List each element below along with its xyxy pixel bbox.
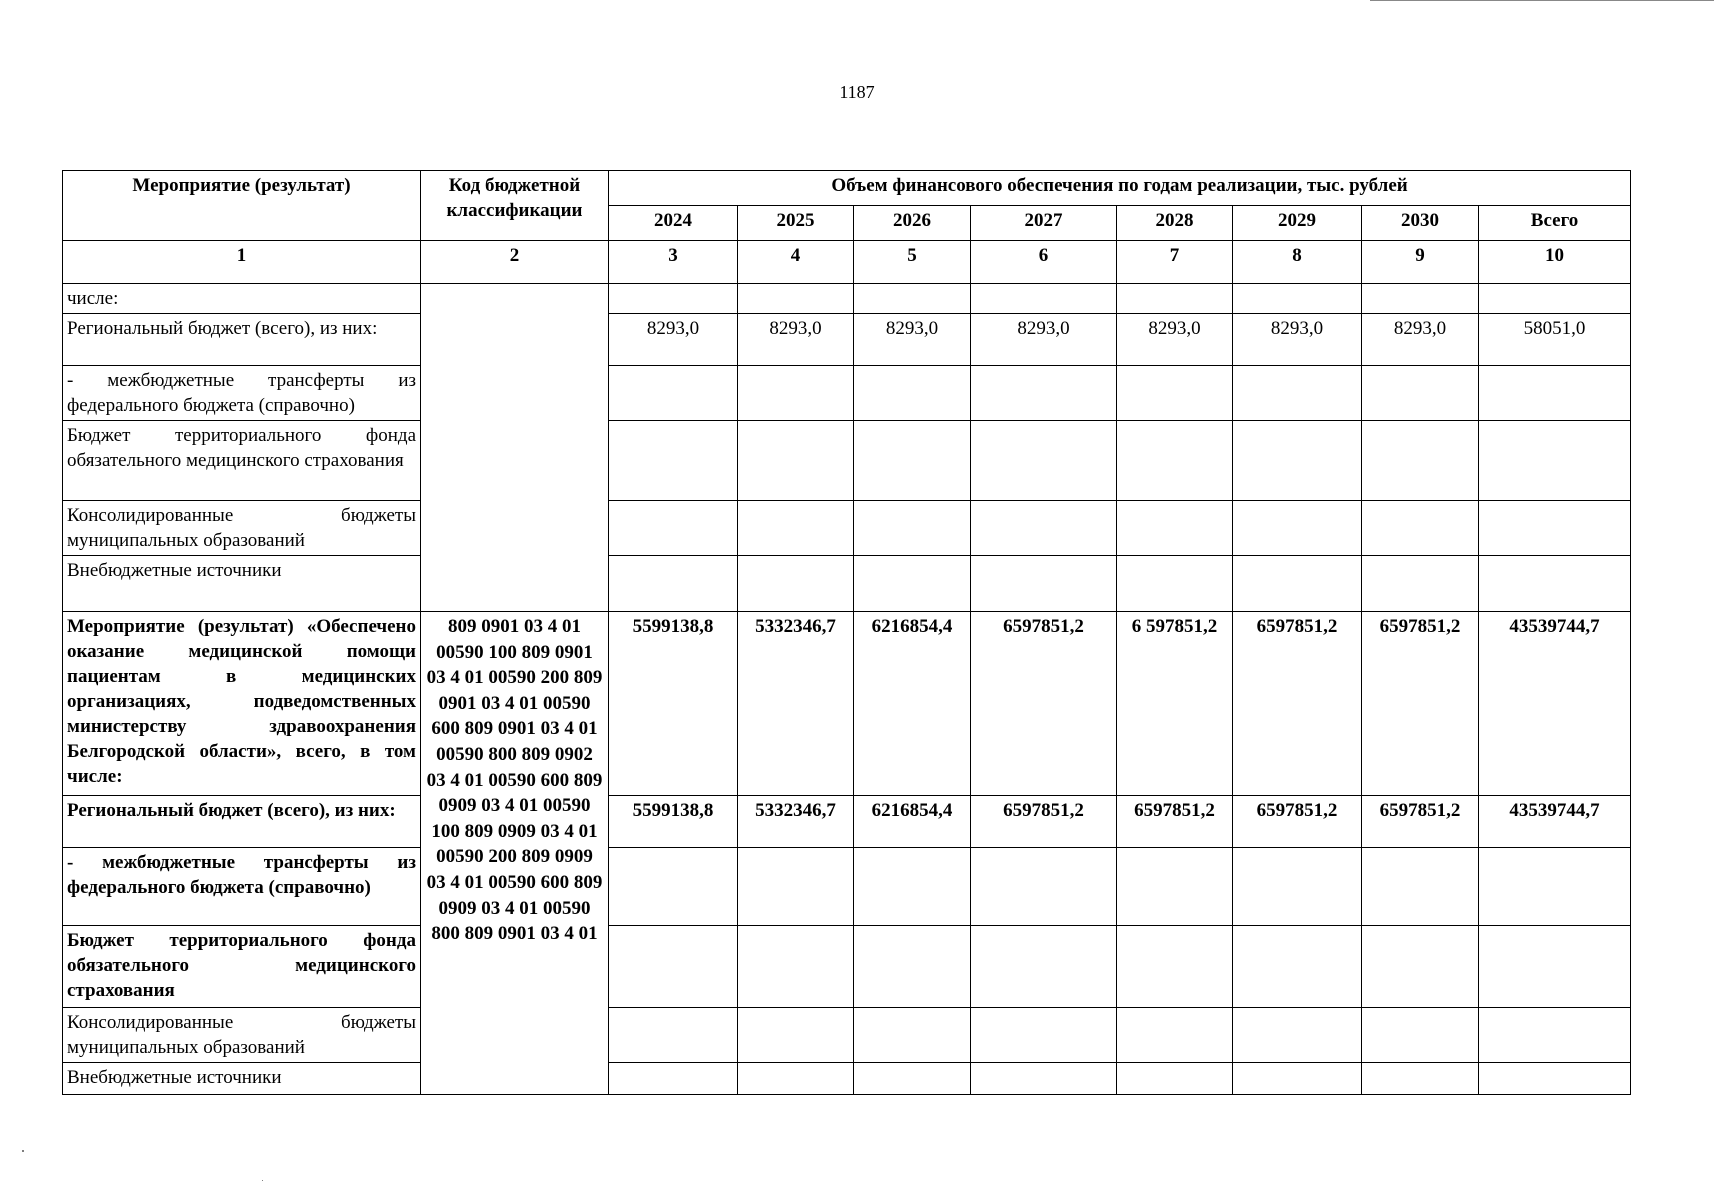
table-row	[63, 366, 1631, 421]
value-cell: 6216854,4	[854, 796, 971, 848]
row-label: Бюджет территориального фонда обязательного медицинского страхования	[63, 926, 421, 1008]
budget-codes: 809 0901 03 4 01 00590 100 809 0901 03 4 01 00590 200 809 0901 03 4 01 00590 600 809 0901 03 4 01 00590 800 809 0902 03 4 01 00590 600 809 0909 03 4 01 00590 100 809 0909 03 4 01 00590 200 809 0909 03 4 01 00590 600 809 0909 03 4 01 00590 800 809 0901 03 4 01	[421, 612, 609, 1095]
value-cell	[1233, 421, 1362, 501]
value-cell: 8293,0	[1362, 314, 1479, 366]
value-cell	[1362, 284, 1479, 314]
value-cell	[738, 848, 854, 926]
value-cell	[854, 366, 971, 421]
value-cell	[738, 926, 854, 1008]
total-cell	[1479, 556, 1631, 612]
value-cell	[738, 1008, 854, 1063]
row-label: Консолидированные бюджеты муниципальных образований	[63, 501, 421, 556]
column-number: 6	[971, 241, 1117, 284]
header-year: 2028	[1117, 206, 1233, 241]
value-cell: 6597851,2	[1233, 612, 1362, 796]
value-cell	[971, 284, 1117, 314]
financing-table	[62, 170, 1631, 1095]
value-cell: 6597851,2	[1362, 612, 1479, 796]
column-number: 7	[1117, 241, 1233, 284]
column-number: 9	[1362, 241, 1479, 284]
table-row	[63, 926, 1631, 1008]
value-cell: 5599138,8	[609, 796, 738, 848]
column-number: 1	[63, 241, 421, 284]
table-row	[63, 796, 1631, 848]
header-code: Код бюджетной классификации	[421, 171, 609, 241]
row-label: Консолидированные бюджеты муниципальных образований	[63, 1008, 421, 1063]
value-cell	[1117, 284, 1233, 314]
value-cell	[1362, 848, 1479, 926]
value-cell	[1233, 556, 1362, 612]
total-cell: 43539744,7	[1479, 796, 1631, 848]
value-cell	[738, 421, 854, 501]
header-year: 2025	[738, 206, 854, 241]
value-cell	[854, 1063, 971, 1095]
value-cell	[854, 848, 971, 926]
value-cell	[1233, 284, 1362, 314]
header-total: Всего	[1479, 206, 1631, 241]
table-row	[63, 1008, 1631, 1063]
header-event: Мероприятие (результат)	[63, 171, 421, 241]
value-cell	[971, 1008, 1117, 1063]
value-cell: 6216854,4	[854, 612, 971, 796]
value-cell	[971, 421, 1117, 501]
value-cell: 5332346,7	[738, 796, 854, 848]
value-cell: 6597851,2	[971, 796, 1117, 848]
value-cell	[854, 1008, 971, 1063]
value-cell	[1233, 501, 1362, 556]
value-cell	[1233, 1063, 1362, 1095]
row-label: Внебюджетные источники	[63, 556, 421, 612]
value-cell	[609, 366, 738, 421]
value-cell: 8293,0	[738, 314, 854, 366]
total-cell	[1479, 848, 1631, 926]
value-cell	[609, 926, 738, 1008]
row-label: - межбюджетные трансферты из федерального бюджета (справочно)	[63, 848, 421, 926]
table-row	[63, 314, 1631, 366]
column-numbers-row	[63, 241, 1631, 284]
value-cell	[854, 421, 971, 501]
value-cell	[971, 1063, 1117, 1095]
total-cell	[1479, 1063, 1631, 1095]
row-label: числе:	[63, 284, 421, 314]
value-cell: 8293,0	[971, 314, 1117, 366]
value-cell	[1233, 366, 1362, 421]
value-cell	[609, 848, 738, 926]
value-cell	[1233, 848, 1362, 926]
value-cell	[1117, 501, 1233, 556]
value-cell: 5332346,7	[738, 612, 854, 796]
row-label: Региональный бюджет (всего), из них:	[63, 796, 421, 848]
value-cell	[1362, 501, 1479, 556]
header-year: 2024	[609, 206, 738, 241]
table-row	[63, 284, 1631, 314]
value-cell	[971, 926, 1117, 1008]
value-cell	[1362, 421, 1479, 501]
row-label: Региональный бюджет (всего), из них:	[63, 314, 421, 366]
value-cell: 8293,0	[854, 314, 971, 366]
value-cell	[1362, 366, 1479, 421]
header-year: 2027	[971, 206, 1117, 241]
value-cell	[1362, 556, 1479, 612]
value-cell: 6597851,2	[1362, 796, 1479, 848]
value-cell	[738, 1063, 854, 1095]
table-row	[63, 848, 1631, 926]
value-cell	[1117, 556, 1233, 612]
total-cell	[1479, 366, 1631, 421]
value-cell	[971, 556, 1117, 612]
column-number: 2	[421, 241, 609, 284]
row-label: - межбюджетные трансферты из федерального бюджета (справочно)	[63, 366, 421, 421]
value-cell	[854, 556, 971, 612]
row-label: Мероприятие (результат) «Обеспечено оказание медицинской помощи пациентам в медицинских организациях, подведомственных министерству здравоохранения Белгородской области», всего, в том числе:	[63, 612, 421, 796]
scan-speck	[262, 1180, 263, 1181]
total-cell: 43539744,7	[1479, 612, 1631, 796]
value-cell: 6597851,2	[1233, 796, 1362, 848]
value-cell	[609, 421, 738, 501]
value-cell	[971, 848, 1117, 926]
total-cell: 58051,0	[1479, 314, 1631, 366]
value-cell	[1117, 1008, 1233, 1063]
table-row	[63, 501, 1631, 556]
value-cell	[1362, 926, 1479, 1008]
table-row	[63, 421, 1631, 501]
value-cell	[1117, 848, 1233, 926]
column-number: 4	[738, 241, 854, 284]
value-cell	[1117, 366, 1233, 421]
value-cell	[1117, 421, 1233, 501]
value-cell: 6 597851,2	[1117, 612, 1233, 796]
value-cell	[609, 1008, 738, 1063]
header-volume: Объем финансового обеспечения по годам реализации, тыс. рублей	[609, 171, 1631, 206]
value-cell: 5599138,8	[609, 612, 738, 796]
top-edge-line	[1370, 0, 1714, 1]
value-cell	[854, 501, 971, 556]
total-cell	[1479, 284, 1631, 314]
value-cell	[1117, 1063, 1233, 1095]
value-cell	[738, 366, 854, 421]
header-year: 2030	[1362, 206, 1479, 241]
row-label: Внебюджетные источники	[63, 1063, 421, 1095]
value-cell	[854, 926, 971, 1008]
table-row	[63, 556, 1631, 612]
column-number: 3	[609, 241, 738, 284]
value-cell	[854, 284, 971, 314]
total-cell	[1479, 1008, 1631, 1063]
value-cell	[738, 501, 854, 556]
total-cell	[1479, 501, 1631, 556]
header-row	[63, 171, 1631, 206]
column-number: 10	[1479, 241, 1631, 284]
table-row	[63, 1063, 1631, 1095]
page-number: 1187	[839, 82, 875, 102]
value-cell: 8293,0	[1117, 314, 1233, 366]
header-year: 2026	[854, 206, 971, 241]
total-cell	[1479, 421, 1631, 501]
value-cell	[971, 501, 1117, 556]
value-cell	[609, 556, 738, 612]
value-cell: 8293,0	[1233, 314, 1362, 366]
value-cell	[1362, 1008, 1479, 1063]
value-cell	[609, 284, 738, 314]
table-row	[63, 612, 1631, 796]
value-cell	[609, 1063, 738, 1095]
row-label: Бюджет территориального фонда обязательного медицинского страхования	[63, 421, 421, 501]
column-number: 8	[1233, 241, 1362, 284]
value-cell: 6597851,2	[971, 612, 1117, 796]
code-cell-empty	[421, 284, 609, 612]
value-cell	[1117, 926, 1233, 1008]
scan-speck	[22, 1150, 24, 1152]
value-cell	[971, 366, 1117, 421]
value-cell	[1362, 1063, 1479, 1095]
value-cell: 8293,0	[609, 314, 738, 366]
value-cell	[609, 501, 738, 556]
header-year: 2029	[1233, 206, 1362, 241]
value-cell: 6597851,2	[1117, 796, 1233, 848]
total-cell	[1479, 926, 1631, 1008]
value-cell	[738, 556, 854, 612]
value-cell	[1233, 1008, 1362, 1063]
value-cell	[1233, 926, 1362, 1008]
column-number: 5	[854, 241, 971, 284]
value-cell	[738, 284, 854, 314]
